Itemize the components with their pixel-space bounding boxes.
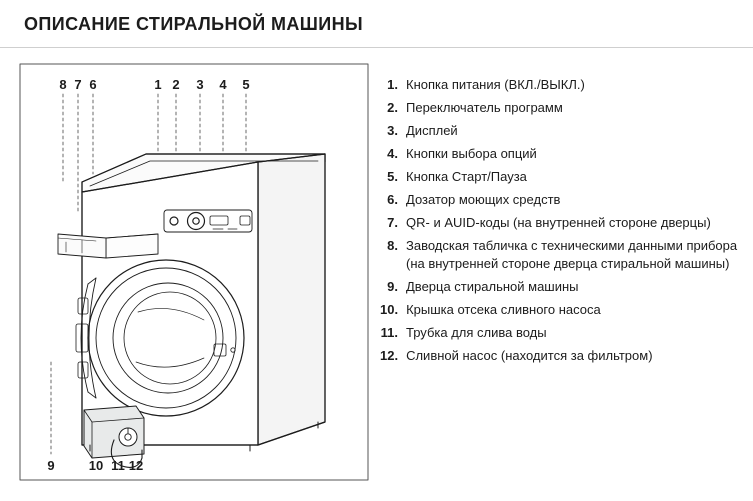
header-divider <box>0 47 753 48</box>
legend-number: 1. <box>387 77 398 92</box>
list-item <box>380 145 740 163</box>
svg-text:4: 4 <box>219 77 227 92</box>
legend-list <box>380 76 740 370</box>
list-item <box>380 191 740 209</box>
legend-number: 9. <box>387 278 398 294</box>
legend-label: Кнопка питания (ВКЛ./ВЫКЛ.) <box>406 77 585 92</box>
svg-text:7: 7 <box>74 77 82 92</box>
legend-number: 3. <box>387 123 398 138</box>
page-header <box>0 0 753 48</box>
svg-text:9: 9 <box>47 458 55 473</box>
list-item <box>380 76 740 94</box>
legend-number: 10. <box>380 301 399 317</box>
list-item <box>380 99 740 117</box>
legend-number: 4. <box>387 146 398 161</box>
svg-text:2: 2 <box>172 77 180 92</box>
legend-label: Кнопки выбора опций <box>406 146 537 161</box>
list-item <box>380 301 740 319</box>
list-item <box>380 324 740 342</box>
svg-text:11: 11 <box>111 458 125 473</box>
washing-machine-diagram <box>18 62 370 482</box>
list-item <box>380 237 740 272</box>
svg-text:8: 8 <box>59 77 67 92</box>
svg-text:6: 6 <box>89 77 97 92</box>
list-item <box>380 122 740 140</box>
page-title: ОПИСАНИЕ СТИРАЛЬНОЙ МАШИНЫ <box>24 14 364 34</box>
legend-label: Переключатель программ <box>406 100 563 115</box>
list-item <box>380 347 740 365</box>
svg-text:10: 10 <box>88 458 104 473</box>
svg-text:1: 1 <box>154 77 162 92</box>
svg-text:3: 3 <box>196 77 204 92</box>
legend-number: 2. <box>387 100 398 115</box>
legend-number: 8. <box>387 238 398 253</box>
list-item <box>380 278 740 296</box>
legend-label: Дозатор моющих средств <box>406 192 561 207</box>
legend-label: Дверца стиральной машины <box>406 278 579 294</box>
list-item <box>380 214 740 232</box>
legend-number: 6. <box>387 192 398 207</box>
legend-number: 11. <box>380 324 398 340</box>
legend-number: 7. <box>387 215 398 230</box>
legend-label: Крышка отсека сливного насоса <box>406 301 601 317</box>
svg-text:12: 12 <box>128 458 144 473</box>
svg-text:5: 5 <box>242 77 250 92</box>
legend-label: Заводская табличка с техническими данными прибора (на внутренней стороне дверца стиральной машины) <box>406 238 738 271</box>
legend-label: Дисплей <box>406 123 458 138</box>
legend-number: 12. <box>380 347 399 363</box>
legend-label: QR- и AUID-коды (на внутренней стороне дверцы) <box>406 215 711 230</box>
legend-label: Сливной насос (находится за фильтром) <box>406 347 653 363</box>
legend-number: 5. <box>387 169 398 184</box>
legend-label: Трубка для слива воды <box>406 324 547 340</box>
legend-label: Кнопка Старт/Пауза <box>406 169 527 184</box>
list-item <box>380 168 740 186</box>
